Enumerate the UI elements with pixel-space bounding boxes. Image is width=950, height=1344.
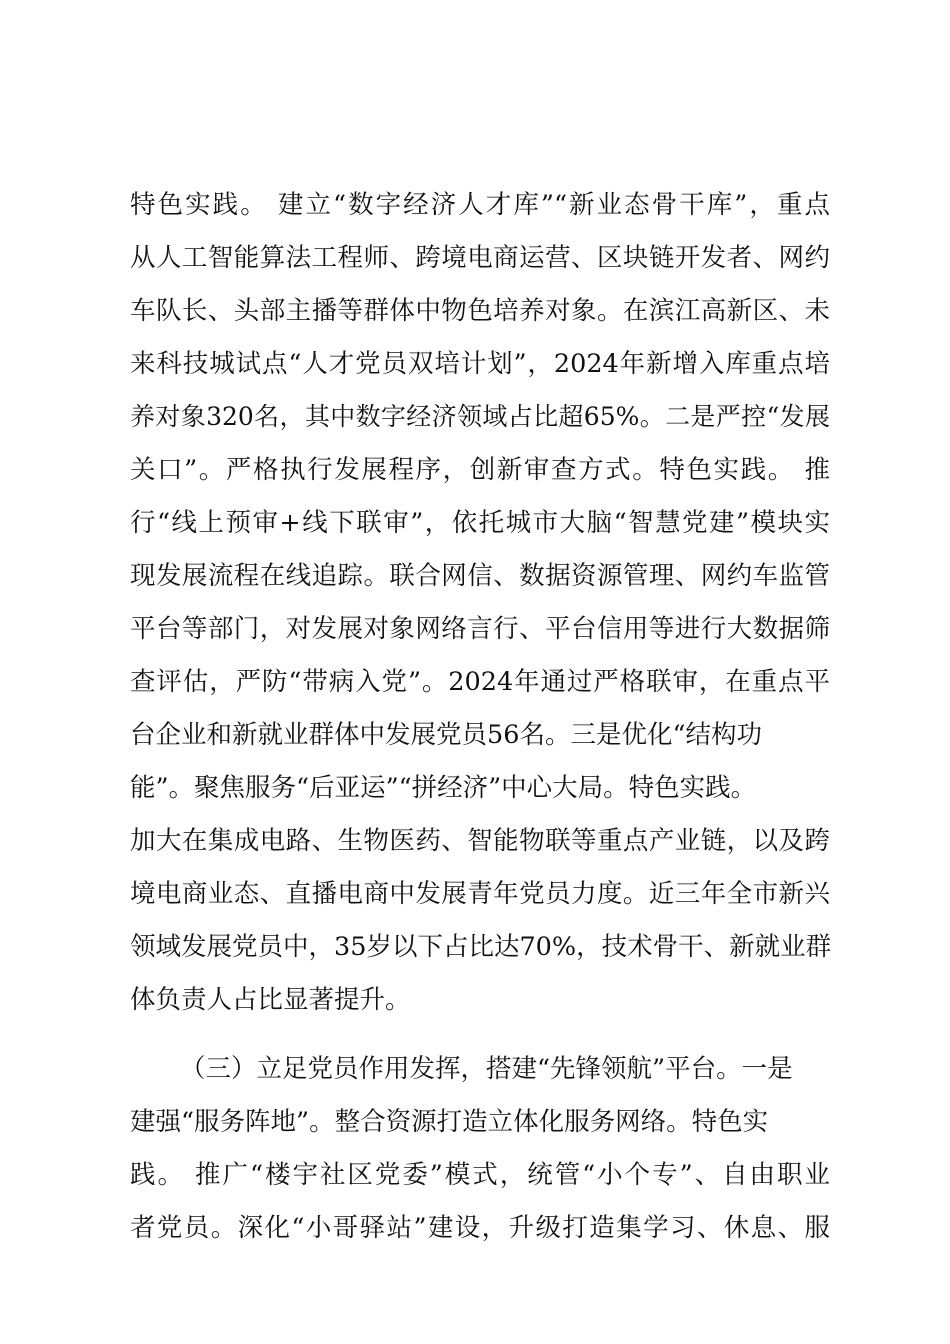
text-line: 车队长、头部主播等群体中物色培养对象。在滨江高新区、未 <box>130 296 830 326</box>
text-line: 境电商业态、直播电商中发展青年党员力度。近三年全市新兴 <box>130 879 830 909</box>
text-line: 现发展流程在线追踪。联合网信、数据资源管理、网约车监管 <box>130 561 830 591</box>
text-line: 行“线上预审+线下联审”，依托城市大脑“智慧党建”模块实 <box>130 508 830 538</box>
section-heading-line: （三）立足党员作用发挥，搭建“先锋领航”平台。一是 <box>180 1054 793 1084</box>
text-line: 加大在集成电路、生物医药、智能物联等重点产业链，以及跨 <box>130 826 830 856</box>
text-line: 从人工智能算法工程师、跨境电商运营、区块链开发者、网约 <box>130 243 830 273</box>
text-line: 关口”。严格执行发展程序，创新审查方式。特色实践。 推 <box>130 455 830 485</box>
text-line: 特色实践。 建立“数字经济人才库”“新业态骨干库”，重点 <box>130 190 830 220</box>
text-line: 建强“服务阵地”。整合资源打造立体化服务网络。特色实 <box>130 1107 769 1137</box>
text-line: 来科技城试点“人才党员双培计划”，2024年新增入库重点培 <box>130 349 830 379</box>
text-line: 查评估，严防“带病入党”。2024年通过严格联审，在重点平 <box>130 667 830 697</box>
text-line: 体负责人占比显著提升。 <box>130 985 411 1015</box>
text-line: 能”。聚焦服务“后亚运”“拼经济”中心大局。特色实践。 <box>130 773 757 803</box>
text-line: 养对象320名，其中数字经济领域占比超65%。二是严控“发展 <box>130 402 830 431</box>
text-line: 者党员。深化“小哥驿站”建设，升级打造集学习、休息、服 <box>130 1213 830 1243</box>
text-line: 台企业和新就业群体中发展党员56名。三是优化“结构功 <box>130 720 762 750</box>
text-line: 践。 推广“楼宇社区党委”模式，统管“小个专”、自由职业 <box>130 1160 830 1190</box>
text-line: 平台等部门，对发展对象网络言行、平台信用等进行大数据筛 <box>130 614 830 644</box>
text-line: 领域发展党员中，35岁以下占比达70%，技术骨干、新就业群 <box>130 932 832 962</box>
